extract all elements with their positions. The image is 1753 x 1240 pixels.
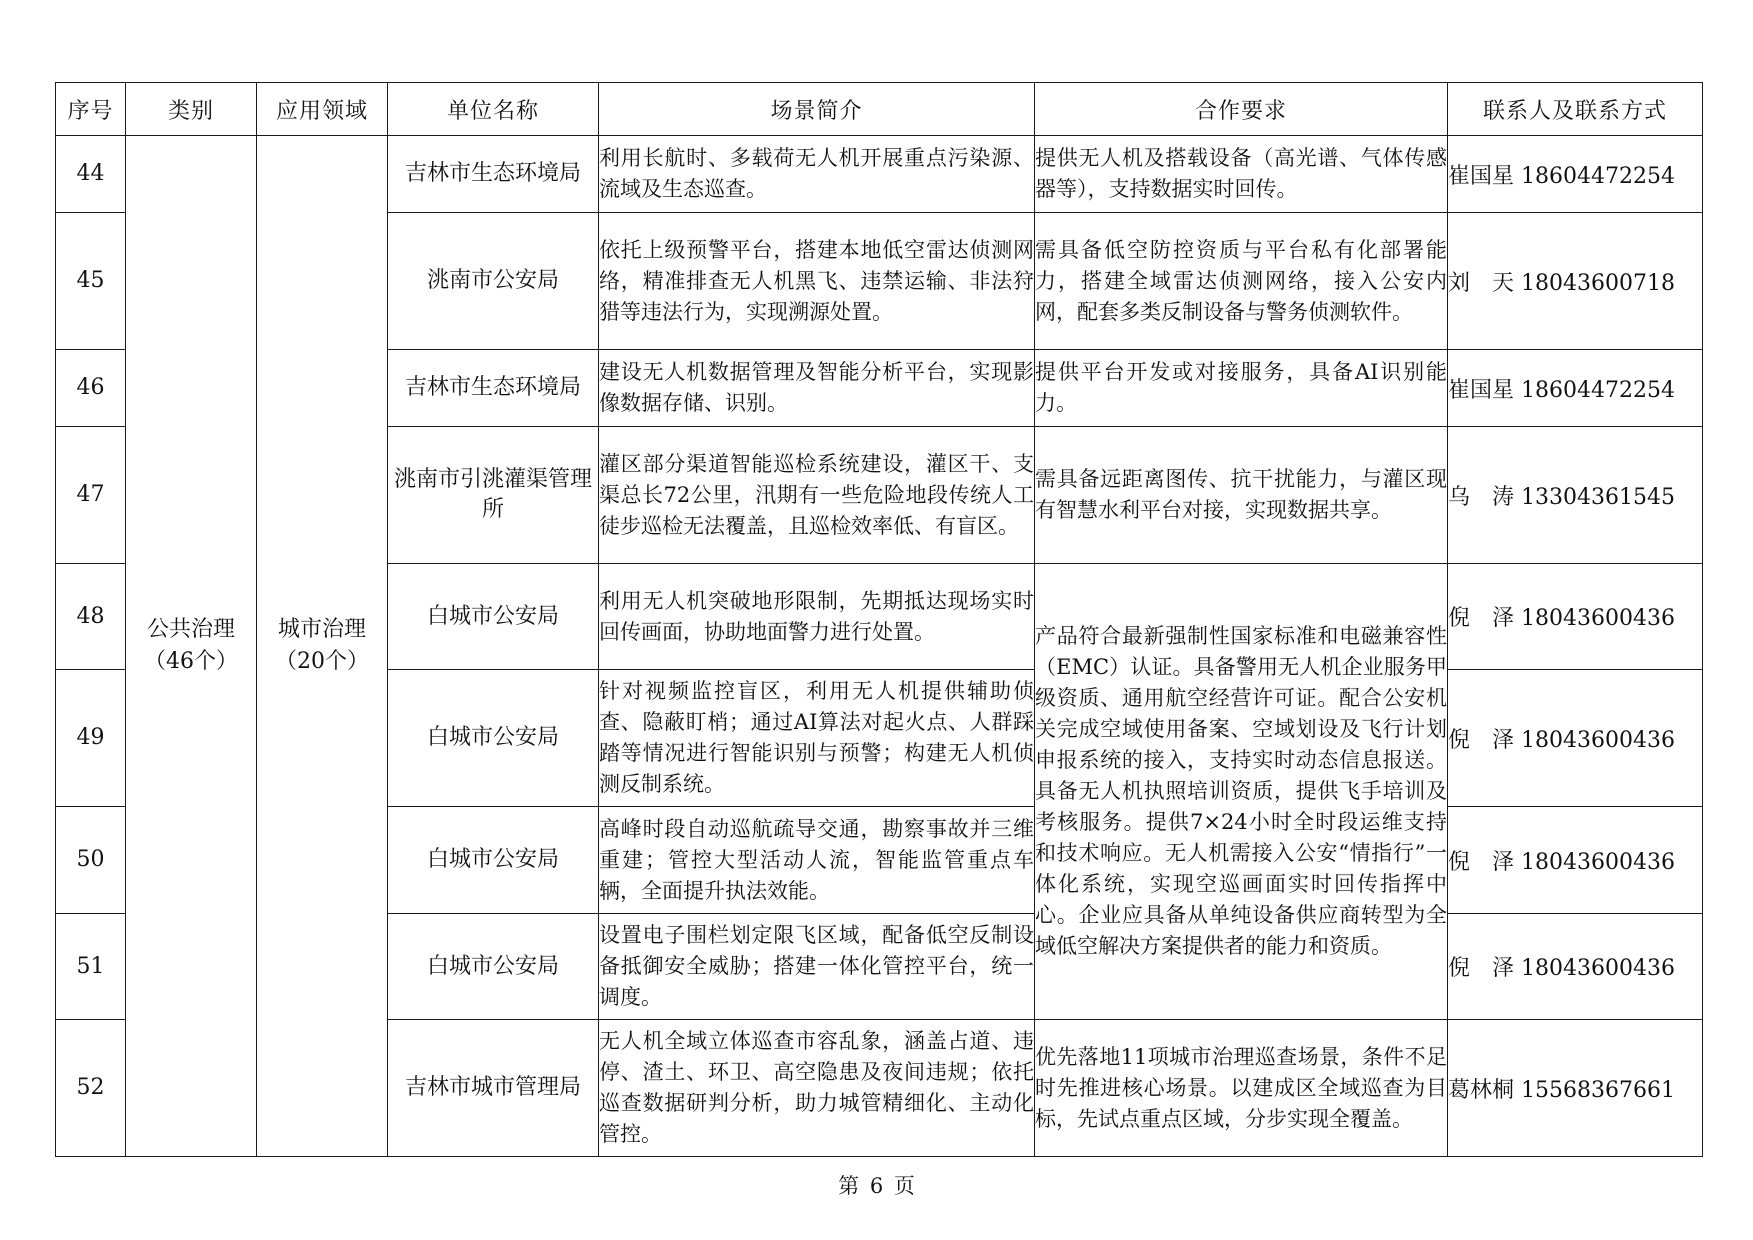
category-name: 公共治理: [146, 617, 235, 642]
header-scene-summary: 场景简介: [599, 83, 1035, 136]
header-application-domain: 应用领域: [257, 83, 388, 136]
header-unit-name: 单位名称: [388, 83, 599, 136]
row-serial-no: 45: [56, 213, 126, 350]
row-contact: 倪 泽 18043600436: [1448, 914, 1703, 1020]
row-contact: 崔国星 18604472254: [1448, 350, 1703, 427]
header-row: [56, 83, 1703, 136]
row-contact: 乌 涛 13304361545: [1448, 427, 1703, 564]
row-scene-summary: 依托上级预警平台，搭建本地低空雷达侦测网络，精准排查无人机黑飞、违禁运输、非法狩猎等违法行为，实现溯源处置。: [599, 213, 1035, 350]
row-contact: 葛林桐 15568367661: [1448, 1020, 1703, 1157]
row-cooperation-requirement: 优先落地11项城市治理巡查场景，条件不足时先推进核心场景。以建成区全域巡查为目标，先试点重点区域，分步实现全覆盖。: [1035, 1020, 1448, 1157]
row-scene-summary: 利用长航时、多载荷无人机开展重点污染源、流域及生态巡查。: [599, 136, 1035, 213]
category-count: （46个）: [144, 649, 238, 674]
row-contact: 倪 泽 18043600436: [1448, 807, 1703, 914]
page-number-prefix: 第: [838, 1174, 860, 1198]
header-serial-no: 序号: [56, 83, 126, 136]
row-serial-no: 52: [56, 1020, 126, 1157]
domain-count: （20个）: [275, 649, 369, 674]
row-contact: 刘 天 18043600718: [1448, 213, 1703, 350]
row-unit-name: 白城市公安局: [388, 807, 599, 914]
row-serial-no: 49: [56, 670, 126, 807]
row-cooperation-requirement-merged: 产品符合最新强制性国家标准和电磁兼容性（EMC）认证。具备警用无人机企业服务甲级资质、通用航空经营许可证。配合公安机关完成空域使用备案、空域划设及飞行计划申报系统的接入，支持实时动态信息报送。具备无人机执照培训资质，提供飞手培训及考核服务。提供7×24小时全时段运维支持和技术响应。无人机需接入公安“情指行”一体化系统，实现空巡画面实时回传指挥中心。企业应具备从单纯设备供应商转型为全域低空解决方案提供者的能力和资质。: [1035, 564, 1448, 1020]
row-cooperation-requirement: 提供无人机及搭载设备（高光谱、气体传感器等），支持数据实时回传。: [1035, 136, 1448, 213]
row-unit-name: 洮南市公安局: [388, 213, 599, 350]
row-unit-name: 白城市公安局: [388, 670, 599, 807]
page-number: 6: [869, 1174, 884, 1198]
page-footer: [0, 1170, 1753, 1200]
domain-name: 城市治理: [277, 617, 366, 642]
row-scene-summary: 灌区部分渠道智能巡检系统建设，灌区干、支渠总长72公里，汛期有一些危险地段传统人工徒步巡检无法覆盖，且巡检效率低、有盲区。: [599, 427, 1035, 564]
row-unit-name: 洮南市引洮灌渠管理所: [388, 427, 599, 564]
row-scene-summary: 建设无人机数据管理及智能分析平台，实现影像数据存储、识别。: [599, 350, 1035, 427]
header-contact: 联系人及联系方式: [1448, 83, 1703, 136]
row-serial-no: 51: [56, 914, 126, 1020]
row-cooperation-requirement: 需具备远距离图传、抗干扰能力，与灌区现有智慧水利平台对接，实现数据共享。: [1035, 427, 1448, 564]
row-contact: 倪 泽 18043600436: [1448, 670, 1703, 807]
row-scene-summary: 利用无人机突破地形限制，先期抵达现场实时回传画面，协助地面警力进行处置。: [599, 564, 1035, 670]
row-contact: 崔国星 18604472254: [1448, 136, 1703, 213]
row-unit-name: 白城市公安局: [388, 914, 599, 1020]
row-serial-no: 47: [56, 427, 126, 564]
row-unit-name: 吉林市生态环境局: [388, 136, 599, 213]
category-cell: [126, 136, 257, 1157]
row-unit-name: 白城市公安局: [388, 564, 599, 670]
row-cooperation-requirement: 需具备低空防控资质与平台私有化部署能力，搭建全域雷达侦测网络，接入公安内网，配套多类反制设备与警务侦测软件。: [1035, 213, 1448, 350]
header-cooperation-requirement: 合作要求: [1035, 83, 1448, 136]
row-scene-summary: 设置电子围栏划定限飞区域，配备低空反制设备抵御安全威胁；搭建一体化管控平台，统一调度。: [599, 914, 1035, 1020]
row-contact: 倪 泽 18043600436: [1448, 564, 1703, 670]
page-number-suffix: 页: [893, 1174, 915, 1198]
row-serial-no: 48: [56, 564, 126, 670]
row-serial-no: 46: [56, 350, 126, 427]
table-row: [56, 136, 1703, 213]
row-scene-summary: 无人机全域立体巡查市容乱象，涵盖占道、违停、渣土、环卫、高空隐患及夜间违规；依托巡查数据研判分析，助力城管精细化、主动化管控。: [599, 1020, 1035, 1157]
row-unit-name: 吉林市城市管理局: [388, 1020, 599, 1157]
scenario-table: [55, 82, 1703, 1157]
row-unit-name: 吉林市生态环境局: [388, 350, 599, 427]
row-scene-summary: 高峰时段自动巡航疏导交通，勘察事故并三维重建；管控大型活动人流，智能监管重点车辆，全面提升执法效能。: [599, 807, 1035, 914]
row-cooperation-requirement: 提供平台开发或对接服务，具备AI识别能力。: [1035, 350, 1448, 427]
row-scene-summary: 针对视频监控盲区，利用无人机提供辅助侦查、隐蔽盯梢；通过AI算法对起火点、人群踩踏等情况进行智能识别与预警；构建无人机侦测反制系统。: [599, 670, 1035, 807]
row-serial-no: 44: [56, 136, 126, 213]
row-serial-no: 50: [56, 807, 126, 914]
domain-cell: [257, 136, 388, 1157]
header-category: 类别: [126, 83, 257, 136]
